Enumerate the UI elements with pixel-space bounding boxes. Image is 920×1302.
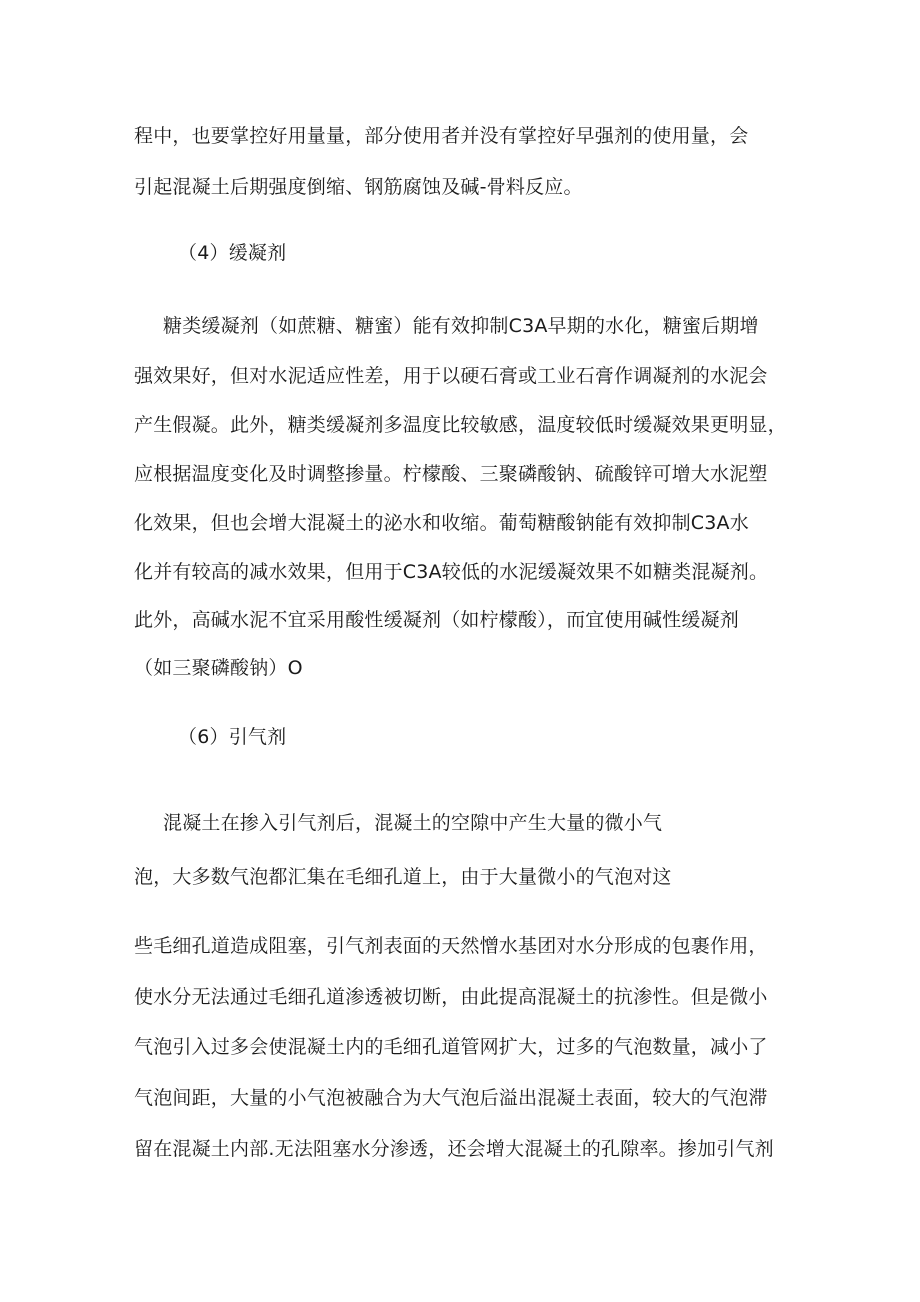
paragraph-line: 化并有较高的减水效果，但用于C3A较低的水泥缓凝效果不如糖类混凝剂。 (134, 561, 769, 583)
paragraph-line: （如三聚磷酸钠）O (134, 657, 303, 679)
paragraph-line: 气泡间距，大量的小气泡被融合为大气泡后溢出混凝土表面，较大的气泡滞 (134, 1087, 768, 1109)
paragraph-line: 使水分无法通过毛细孔道渗透被切断，由此提高混凝土的抗渗性。但是微小 (134, 986, 768, 1008)
paragraph-line: 程中，也要掌控好用量量，部分使用者并没有掌控好早强剂的使用量，会 (134, 125, 749, 147)
paragraph-line: 此外，高碱水泥不宜采用酸性缓凝剂（如柠檬酸），而宜使用碱性缓凝剂 (134, 609, 739, 631)
paragraph-line: 糖类缓凝剂（如蔗糖、糖蜜）能有效抑制C3A早期的水化，糖蜜后期增 (163, 315, 759, 337)
paragraph-line: 强效果好，但对水泥适应性差，用于以硬石膏或工业石膏作调凝剂的水泥会 (134, 365, 768, 387)
paragraph-line: 混凝土在掺入引气剂后，混凝土的空隙中产生大量的微小气 (163, 812, 663, 834)
paragraph-line: 些毛细孔道造成阻塞，引气剂表面的天然憎水基团对水分形成的包裹作用， (134, 935, 768, 957)
section-heading: （4）缓凝剂 (178, 242, 287, 264)
section-heading: （6）引气剂 (178, 726, 287, 748)
paragraph-line: 化效果，但也会增大混凝土的泌水和收缩。葡萄糖酸钠能有效抑制C3A水 (134, 512, 749, 534)
paragraph-line: 应根据温度变化及时调整掺量。柠檬酸、三聚磷酸钠、硫酸锌可增大水泥塑 (134, 463, 768, 485)
paragraph-line: 气泡引入过多会使混凝土内的毛细孔道管网扩大，过多的气泡数量，减小了 (134, 1036, 768, 1058)
paragraph-line: 泡，大多数气泡都汇集在毛细孔道上，由于大量微小的气泡对这 (134, 866, 672, 888)
paragraph-line: 留在混凝土内部.无法阻塞水分渗透，还会增大混凝土的孔隙率。掺加引气剂 (134, 1138, 774, 1160)
paragraph-line: 产生假凝。此外，糖类缓凝剂多温度比较敏感，温度较低时缓凝效果更明显， (134, 414, 787, 436)
paragraph-line: 引起混凝土后期强度倒缩、钢筋腐蚀及碱-骨料反应。 (134, 176, 583, 198)
